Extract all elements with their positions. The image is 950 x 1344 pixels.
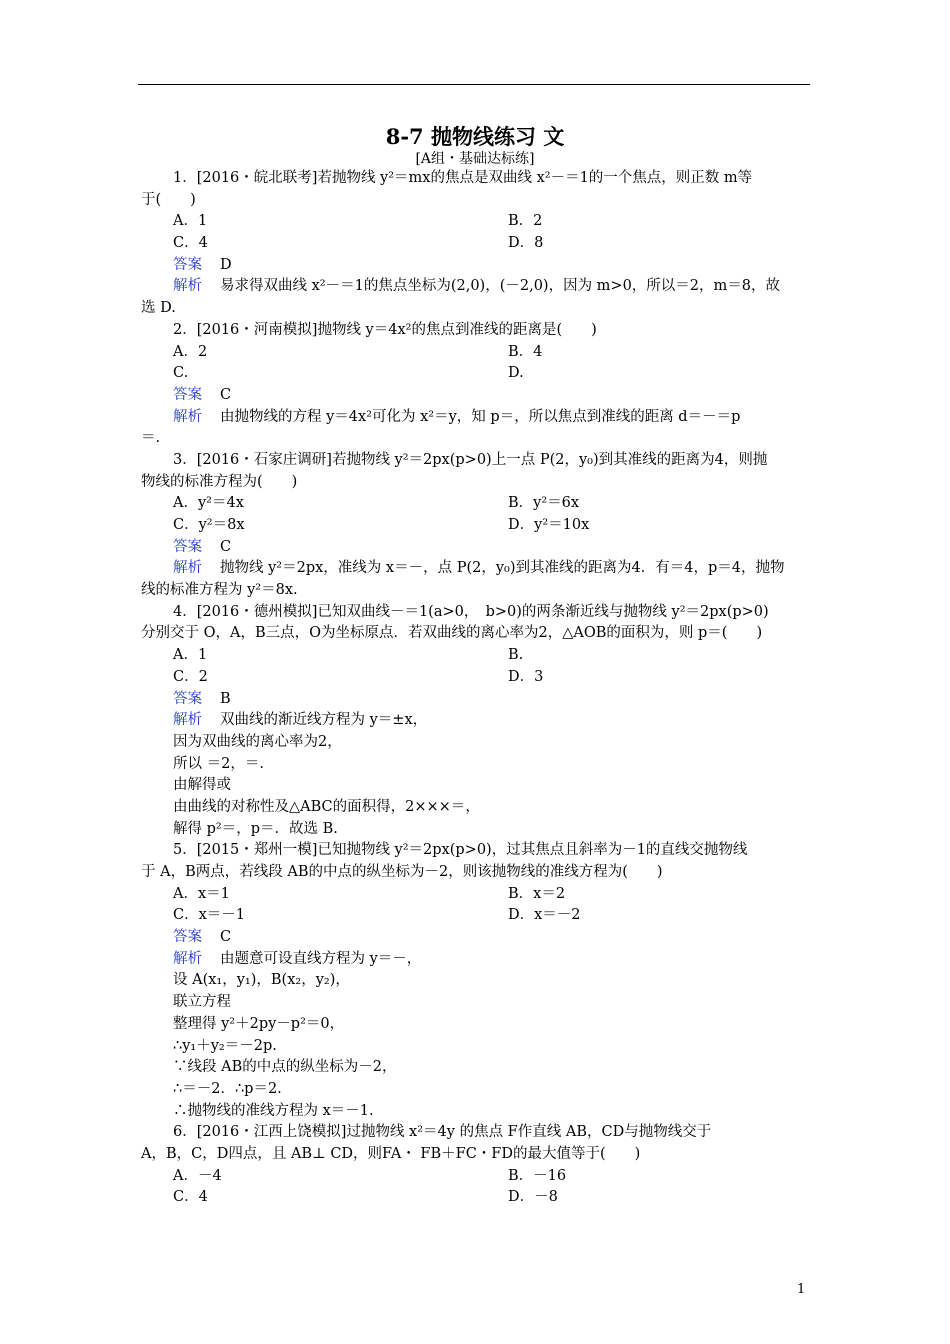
q5-answer-value: C [220,929,232,946]
q2-options-row1 [141,342,813,364]
q5-options-row2 [141,905,813,927]
q4-answer [141,689,813,711]
q3-options-row2 [141,515,813,537]
q4-analysis-line: 解得 p²＝，p＝．故选 B. [173,820,338,837]
q2-option-a: A．2 [173,343,208,360]
exercise-content [141,168,813,1209]
q5-option-d: D．x＝－2 [508,907,581,924]
q6-options-row1 [141,1166,813,1188]
q5-analysis-line: ∴抛物线的准线方程为 x＝－1. [173,1102,374,1119]
q4-analysis-line: 由曲线的对称性及△ABC的面积得，2×××＝， [173,798,480,815]
q5-option-b: B．x＝2 [508,885,566,902]
q4-option-b: B. [508,647,524,664]
q2-option-c: C. [173,365,189,382]
q3-option-d: D．y²＝10x [508,517,590,533]
q6-option-a: A．－4 [173,1167,222,1184]
q4-options-row1 [141,645,813,667]
q2-answer-value: C [220,386,232,403]
analysis-label: 解析 [173,408,202,425]
answer-label: 答案 [173,929,202,946]
q5-options-row1 [141,884,813,906]
q3-answer-value: C [220,538,232,555]
section-subtitle: [A组・基础达标练] [415,151,535,167]
q4-options-row2 [141,667,813,689]
analysis-label: 解析 [173,950,202,967]
q4-analysis-line: 因为双曲线的离心率为2， [173,733,342,750]
analysis-label: 解析 [173,560,202,577]
q1-options-row1 [141,211,813,233]
q1-answer-value: D [220,256,232,273]
q6-stem-line1: 6．[2016・江西上饶模拟]过抛物线 x²＝4y 的焦点 F作直线 AB，CD与抛物线交于 [173,1124,712,1141]
q3-analysis-line2: 线的标准方程为 y²＝8x. [141,582,298,599]
q4-analysis-line1: 解析 双曲线的渐近线方程为 y＝±x， [173,712,428,729]
q5-stem-line2: 于 A，B两点，若线段 AB的中点的纵坐标为－2，则该抛物线的准线方程为( ) [141,864,663,880]
q5-option-a: A．x＝1 [173,885,230,902]
q4-option-d: D．3 [508,668,544,685]
q3-option-c: C．y²＝8x [173,517,245,533]
q5-analysis-line: ∵线段 AB的中点的纵坐标为－2， [173,1059,397,1076]
q3-analysis-line1: 解析 抛物线 y²＝2px，准线为 x＝－，点 P(2，y₀)到其准线的距离为4．有＝4，p＝4，抛物 [173,560,785,577]
q2-stem: 2．[2016・河南模拟]抛物线 y＝4x²的焦点到准线的距离是( ) [173,321,597,338]
q4-stem-line1: 4．[2016・德州模拟]已知双曲线－＝1(a>0， b>0)的两条渐近线与抛物线 y²＝2px(p>0) [173,603,769,620]
q2-analysis-line2: ＝. [141,430,161,447]
q6-option-c: C．4 [173,1189,208,1206]
q2-options-row2 [141,363,813,385]
q2-option-d: D. [508,365,524,382]
q3-stem-line1: 3．[2016・石家庄调研]若抛物线 y²＝2px(p>0)上一点 P(2，y₀)到其准线的距离为4，则抛 [173,451,768,468]
q4-option-c: C．2 [173,668,208,685]
page-title: 8-7 抛物线练习 文 [385,124,565,149]
q5-analysis-line: 设 A(x₁，y₁)，B(x₂，y₂)， [173,972,350,989]
q5-option-c: C．x＝－1 [173,907,245,924]
answer-label: 答案 [173,386,202,403]
q6-option-d: D．－8 [508,1189,558,1206]
q6-stem-line2: A，B，C，D四点，且 AB⊥ CD，则FA・ FB＋FC・FD的最大值等于( ) [141,1145,641,1162]
q1-options-row2 [141,233,813,255]
analysis-label: 解析 [173,278,202,295]
q5-analysis-line: 整理得 y²＋2py－p²＝0， [173,1015,345,1032]
q1-option-c: C．4 [173,235,208,252]
answer-label: 答案 [173,690,202,707]
q5-answer [141,927,813,949]
q3-stem-line2: 物线的标准方程为( ) [141,473,298,490]
q4-analysis-line: 所以 ＝2，＝. [173,755,264,772]
analysis-label: 解析 [173,712,202,729]
q4-stem-line2: 分别交于 O，A，B三点，O为坐标原点．若双曲线的离心率为2，△AOB的面积为，则 p＝( ) [141,625,763,642]
q1-option-d: D．8 [508,235,544,252]
q1-analysis-line2: 选 D. [141,300,176,317]
answer-label: 答案 [173,538,202,555]
q1-option-a: A．1 [173,213,208,230]
q2-option-b: B．4 [508,343,543,360]
q4-answer-value: B [220,690,231,707]
q3-option-b: B．y²＝6x [508,495,580,512]
q1-answer [141,255,813,277]
q4-analysis-line: 由解得或 [173,777,231,794]
q1-stem-line2: 于( ) [141,191,196,208]
q6-option-b: B．－16 [508,1167,567,1184]
q1-option-b: B．2 [508,213,543,230]
q5-analysis-line: 联立方程 [173,994,231,1011]
q2-answer [141,385,813,407]
q5-stem-line1: 5．[2015・郑州一模]已知抛物线 y²＝2px(p>0)，过其焦点且斜率为－1的直线交抛物线 [173,842,748,859]
q3-answer [141,537,813,559]
page-number: 1 [797,1282,806,1297]
q5-analysis-line1: 解析 由题意可设直线方程为 y＝－， [173,950,422,967]
q6-options-row2 [141,1187,813,1209]
q4-option-a: A．1 [173,647,208,664]
answer-label: 答案 [173,256,202,273]
q3-option-a: A．y²＝4x [173,495,244,512]
header-rule [138,84,810,85]
q5-analysis-line: ∴＝－2．∴p＝2. [173,1080,282,1097]
q2-analysis-line1: 解析 由抛物线的方程 y＝4x²可化为 x²＝y，知 p＝，所以焦点到准线的距离 d＝－＝p [173,408,741,425]
q1-stem-line1: 1．[2016・皖北联考]若抛物线 y²＝mx的焦点是双曲线 x²－＝1的一个焦点，则正数 m等 [173,170,753,186]
q3-options-row1 [141,493,813,515]
q1-analysis-line1: 解析 易求得双曲线 x²－＝1的焦点坐标为(2,0)，(－2,0)，因为 m>0，所以＝2，m＝8，故 [173,278,781,295]
q5-analysis-line: ∴y₁＋y₂＝－2p. [173,1037,277,1054]
